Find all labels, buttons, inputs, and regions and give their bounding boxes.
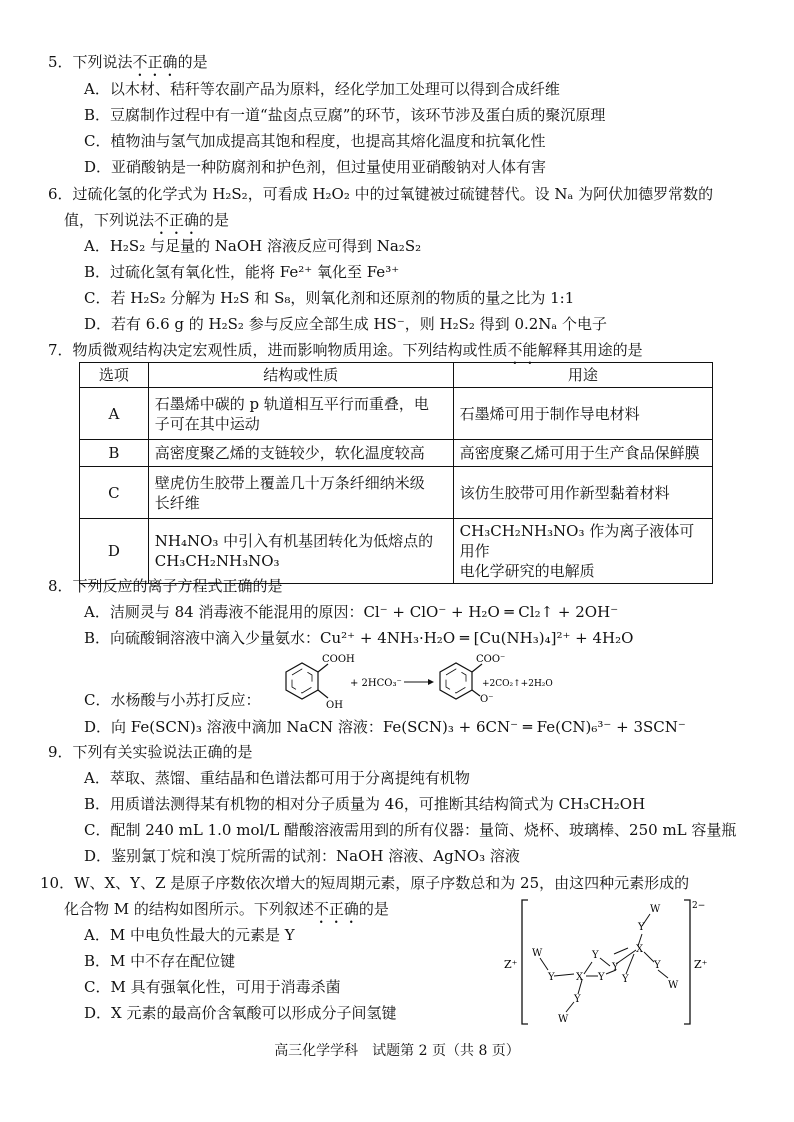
q7-row-b-use: 高密度聚乙烯可用于生产食品保鲜膜 bbox=[453, 440, 712, 467]
q7-table-header-row bbox=[80, 363, 713, 388]
q5-option-d: D．亚硝酸钠是一种防腐剂和护色剂，但过量使用亚硝酸钠对人体有害 bbox=[84, 158, 547, 176]
reactant-benzene-ring bbox=[286, 663, 318, 699]
q7-row-c-option: C bbox=[80, 467, 149, 519]
q5-stem-end: 的是 bbox=[177, 53, 208, 71]
q7-row-a-property bbox=[148, 388, 453, 440]
product-carboxylate-bond bbox=[472, 664, 482, 672]
q6-stem-line2-end: 的是 bbox=[199, 211, 230, 229]
q5-option-b: B．豆腐制作过程中有一道“盐卤点豆腐”的环节，该环节涉及蛋白质的聚沉原理 bbox=[84, 106, 606, 124]
atom-y-lower: Y bbox=[574, 994, 581, 1005]
q5-stem bbox=[48, 52, 208, 80]
atom-y-top: Y bbox=[638, 922, 645, 933]
q7-row-d-option: D bbox=[80, 519, 149, 584]
atom-y-bridge-top: Y bbox=[592, 950, 599, 961]
q7-header-use: 用途 bbox=[453, 363, 712, 388]
q6-stem-emphasis: 不正确 bbox=[154, 211, 200, 229]
reactant-carboxyl-bond bbox=[318, 664, 328, 672]
cation-left-label: Z⁺ bbox=[504, 958, 518, 971]
atom-y-right: Y bbox=[654, 960, 661, 971]
q9-option-d: D．鉴别氯丁烷和溴丁烷所需的试剂：NaOH 溶液、AgNO₃ 溶液 bbox=[84, 847, 520, 865]
q8-stem: 8．下列反应的离子方程式正确的是 bbox=[48, 577, 283, 595]
q8-option-c: C．水杨酸与小苏打反应： bbox=[84, 691, 261, 709]
atom-w-left: W bbox=[532, 948, 543, 959]
q10-option-b: B．M 中不存在配位键 bbox=[84, 952, 236, 970]
q7-row-d-use-line2: 电化学研究的电解质 bbox=[459, 562, 595, 580]
product-benzene-ring bbox=[440, 663, 472, 699]
q7-stem-emphasis: 不能 bbox=[507, 341, 538, 359]
q6-option-c: C．若 H₂S₂ 分解为 H₂S 和 S₈，则氧化剂和还原剂的物质的量之比为 1:1 bbox=[84, 289, 575, 307]
q5-option-a: A．以木材、秸秆等农副产品为原料，经化学加工处理可以得到合成纤维 bbox=[84, 80, 560, 98]
bicarbonate-label: + 2HCO₃⁻ bbox=[350, 678, 402, 689]
q6-option-d: D．若有 6.6 g 的 H₂S₂ 参与反应全部生成 HS⁻，则 H₂S₂ 得到 0.2Nₐ 个电子 bbox=[84, 315, 607, 333]
q8-option-d: D．向 Fe(SCN)₃ 溶液中滴加 NaCN 溶液：Fe(SCN)₃ + 6CN⁻ ═ Fe(CN)₆³⁻ + 3SCN⁻ bbox=[84, 718, 686, 736]
q7-row-b-option: B bbox=[80, 440, 149, 467]
q7-row-d-property-line1: NH₄NO₃ 中引入有机基团转化为低熔点的 bbox=[154, 532, 434, 550]
q10-stem-line2 bbox=[64, 899, 389, 927]
q7-row-d-property bbox=[148, 519, 453, 584]
q7-row-c-property bbox=[148, 467, 453, 519]
q9-option-b: B．用质谱法测得某有机物的相对分子质量为 46，可推断其结构简式为 CH₃CH₂OH bbox=[84, 795, 646, 813]
table-row bbox=[80, 519, 713, 584]
cation-right-label: Z⁺ bbox=[694, 958, 708, 971]
q10-stem-line1: 10．W、X、Y、Z 是原子序数依次增大的短周期元素，原子序数总和为 25，由这四种元素形成的 bbox=[40, 874, 690, 892]
page-footer: 高三化学学科 试题第 2 页（共 8 页） bbox=[274, 1043, 520, 1059]
right-bracket bbox=[684, 900, 690, 1024]
reaction-arrow-head bbox=[428, 679, 434, 685]
q10-stem-line2-text: 化合物 M 的结构如图所示。下列叙述 bbox=[64, 900, 314, 918]
q6-option-b: B．过硫化氢有氧化性，能将 Fe²⁺ 氧化至 Fe³⁺ bbox=[84, 263, 400, 281]
q5-stem-text: 5．下列说法 bbox=[48, 53, 133, 71]
atom-x-right: X bbox=[636, 944, 644, 955]
q9-stem: 9．下列有关实验说法正确的是 bbox=[48, 743, 253, 761]
q7-row-a-property-line2: 子可在其中运动 bbox=[154, 414, 260, 433]
reactant-oh-label: OH bbox=[326, 700, 343, 711]
q7-row-c-property-line1: 壁虎仿生胶带上覆盖几十万条纤细纳米级 bbox=[154, 473, 425, 492]
product-o-label: O⁻ bbox=[480, 694, 494, 705]
ion-charge-label: 2− bbox=[692, 901, 706, 911]
atom-w-bottom: W bbox=[558, 1014, 569, 1025]
salicylic-acid-reaction-diagram bbox=[262, 650, 562, 720]
reactant-hydroxyl-bond bbox=[318, 690, 328, 698]
q10-option-c: C．M 具有强氧化性，可用于消毒杀菌 bbox=[84, 978, 341, 996]
q10-stem-line2-end: 的是 bbox=[358, 900, 389, 918]
bond-lines bbox=[540, 914, 668, 1012]
q8-option-a: A．洁厕灵与 84 消毒液不能混用的原因：Cl⁻ + ClO⁻ + H₂O ═ Cl₂↑ + 2OH⁻ bbox=[84, 603, 619, 621]
q7-row-a-option: A bbox=[80, 388, 149, 440]
q6-stem-line1: 6．过硫化氢的化学式为 H₂S₂，可看成 H₂O₂ 中的过氧键被过硫键替代。设 Nₐ 为阿伏加德罗常数的 bbox=[48, 185, 714, 203]
left-bracket bbox=[522, 900, 528, 1024]
q7-stem-text: 7．物质微观结构决定宏观性质，进而影响物质用途。下列结构或性质 bbox=[48, 341, 508, 359]
atom-w-right: W bbox=[668, 980, 679, 991]
reactant-ring-inner-bonds bbox=[292, 669, 312, 693]
q7-row-c-use: 该仿生胶带可用作新型黏着材料 bbox=[453, 467, 712, 519]
atom-w-top: W bbox=[650, 904, 661, 915]
q7-row-b-property: 高密度聚乙烯的支链较少，软化温度较高 bbox=[148, 440, 453, 467]
q8-option-b: B．向硫酸铜溶液中滴入少量氨水：Cu²⁺ + 4NH₃·H₂O ═ [Cu(NH₃)₄]²⁺ + 4H₂O bbox=[84, 629, 634, 647]
atom-y-left: Y bbox=[548, 972, 555, 983]
q7-row-d-property-line2: CH₃CH₂NH₃NO₃ bbox=[154, 552, 280, 570]
q7-row-d-use-line1: CH₃CH₂NH₃NO₃ 作为离子液体可用作 bbox=[459, 522, 695, 560]
q7-row-d-use bbox=[453, 519, 712, 584]
q7-row-a-property-line1: 石墨烯中碳的 p 轨道相互平行而重叠，电 bbox=[154, 394, 429, 413]
q7-row-c-property-line2: 长纤维 bbox=[154, 493, 200, 512]
table-row bbox=[80, 388, 713, 440]
q6-stem-line2-text: 值，下列说法 bbox=[64, 211, 155, 229]
reactant-cooh-label: COOH bbox=[322, 654, 355, 665]
q5-stem-emphasis: 不正确 bbox=[132, 53, 178, 71]
product-coo-label: COO⁻ bbox=[476, 654, 506, 665]
q9-option-a: A．萃取、蒸馏、重结晶和色谱法都可用于分离提纯有机物 bbox=[84, 769, 470, 787]
q7-stem-end: 解释其用途的是 bbox=[537, 341, 643, 359]
product-ring-inner-bonds bbox=[446, 669, 466, 693]
table-row bbox=[80, 467, 713, 519]
atom-y-center-low: Y bbox=[622, 974, 629, 985]
atom-x-left: X bbox=[576, 972, 584, 983]
q10-stem-emphasis: 不正确 bbox=[313, 900, 359, 918]
q7-row-a-use: 石墨烯可用于制作导电材料 bbox=[453, 388, 712, 440]
q6-stem-line2 bbox=[64, 210, 229, 238]
q7-table bbox=[79, 362, 713, 584]
atom-y-bridge-mid: Y bbox=[598, 972, 605, 983]
compound-m-structure-diagram bbox=[500, 894, 714, 1030]
q5-option-c: C．植物油与氢气加成提高其饱和程度，也提高其熔化温度和抗氧化性 bbox=[84, 132, 546, 150]
q9-option-c: C．配制 240 mL 1.0 mol/L 醋酸溶液需用到的所有仪器：量筒、烧杯、玻璃棒、250 mL 容量瓶 bbox=[84, 821, 737, 839]
atom-y-center: Y bbox=[612, 962, 619, 973]
q7-header-property: 结构或性质 bbox=[148, 363, 453, 388]
q7-header-option: 选项 bbox=[80, 363, 149, 388]
q6-option-a: A．H₂S₂ 与足量的 NaOH 溶液反应可得到 Na₂S₂ bbox=[84, 237, 422, 255]
products-co2-water-label: +2CO₂↑+2H₂O bbox=[482, 679, 553, 689]
atom-labels bbox=[532, 904, 679, 1025]
table-row bbox=[80, 440, 713, 467]
product-phenoxide-bond bbox=[472, 690, 480, 696]
q10-option-a: A．M 中电负性最大的元素是 Y bbox=[84, 926, 295, 944]
q10-option-d: D．X 元素的最高价含氧酸可以形成分子间氢键 bbox=[84, 1004, 397, 1022]
